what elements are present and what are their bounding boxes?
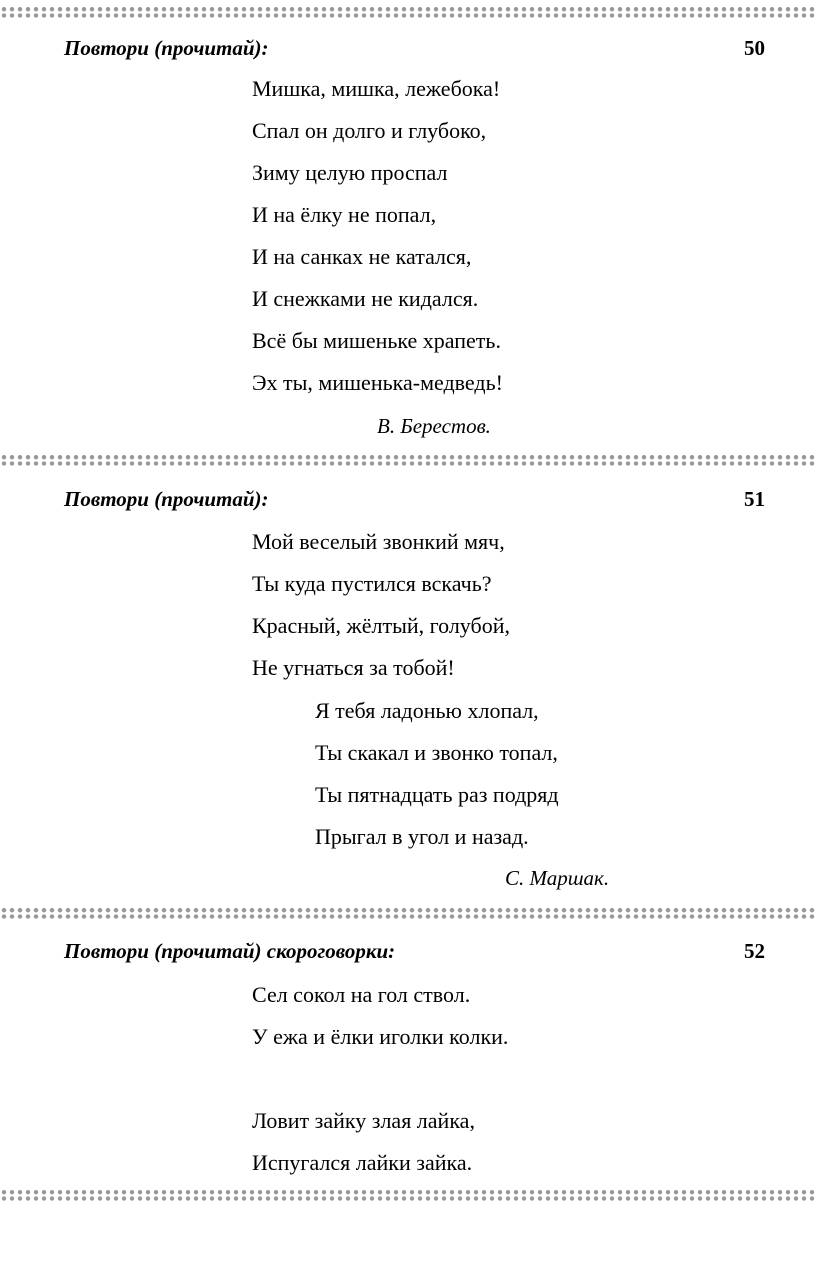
tongue-twister-line: Ловит зайку злая лайка, bbox=[252, 1108, 475, 1133]
exercise-number: 52 bbox=[744, 939, 765, 963]
section-heading: Повтори (прочитай): bbox=[64, 487, 269, 511]
poem-line: Ты скакал и звонко топал, bbox=[315, 740, 558, 765]
tongue-twister-line: У ежа и ёлки иголки колки. bbox=[252, 1024, 509, 1049]
decorative-border bbox=[0, 451, 816, 469]
poem-line: Ты куда пустился вскачь? bbox=[252, 571, 492, 596]
exercise-number: 51 bbox=[744, 487, 765, 511]
poem-line: Эх ты, мишенька-медведь! bbox=[252, 370, 503, 395]
poem-line: Ты пятнадцать раз подряд bbox=[315, 782, 559, 807]
poem-line: Красный, жёлтый, голубой, bbox=[252, 613, 510, 638]
poem-author: С. Маршак. bbox=[505, 866, 610, 890]
tongue-twister-line: Сел сокол на гол ствол. bbox=[252, 982, 471, 1007]
poem-line: Всё бы мишеньке храпеть. bbox=[252, 328, 501, 353]
section-heading: Повтори (прочитай): bbox=[64, 36, 269, 60]
section-heading: Повтори (прочитай) скороговорки: bbox=[64, 939, 396, 963]
tongue-twister-line: Испугался лайки зайка. bbox=[252, 1150, 473, 1175]
poem-line: Спал он долго и глубоко, bbox=[252, 118, 487, 143]
poem-line: Зиму целую проспал bbox=[252, 160, 448, 185]
poem-line: Прыгал в угол и назад. bbox=[315, 824, 529, 849]
poem-line: И снежками не кидался. bbox=[252, 286, 479, 311]
decorative-border bbox=[0, 904, 816, 922]
poem-line: Мишка, мишка, лежебока! bbox=[252, 76, 501, 101]
poem-line: Не угнаться за тобой! bbox=[252, 655, 455, 680]
exercise-number: 50 bbox=[744, 36, 765, 60]
poem-author: В. Берестов. bbox=[377, 414, 491, 438]
poem-line: Мой веселый звонкий мяч, bbox=[252, 529, 505, 554]
poem-line: И на ёлку не попал, bbox=[252, 202, 437, 227]
decorative-border bbox=[0, 3, 816, 21]
poem-line: И на санках не катался, bbox=[252, 244, 472, 269]
decorative-border bbox=[0, 1186, 816, 1204]
poem-line: Я тебя ладонью хлопал, bbox=[315, 698, 539, 723]
